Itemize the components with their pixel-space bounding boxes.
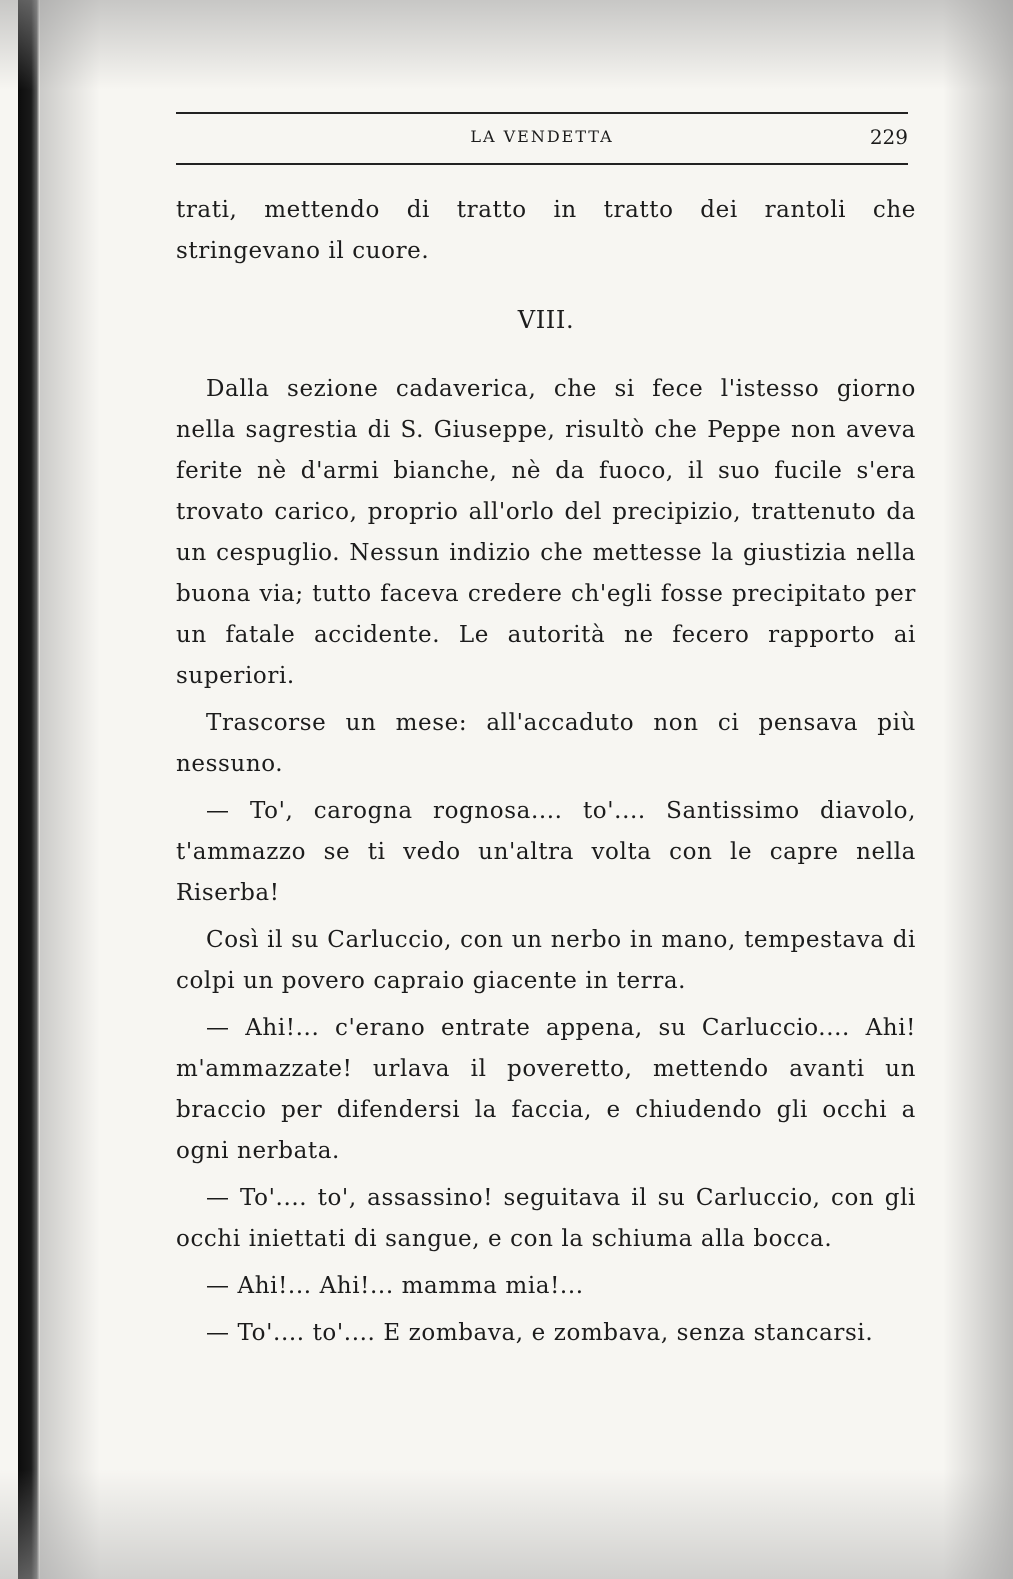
header-rule-top [176, 112, 908, 114]
page-edge-shading-bottom [0, 1469, 1013, 1579]
carryover-paragraph: trati, mettendo di tratto in tratto dei rantoli che stringevano il cuore. [176, 197, 916, 264]
book-spine-shadow [18, 0, 40, 1579]
chapter-heading: VIII. [517, 306, 575, 334]
page-body [176, 190, 916, 1354]
page-edge-shading-left [40, 0, 100, 1579]
page-number: 229 [869, 125, 908, 149]
running-head: LA VENDETTA [470, 127, 614, 146]
paragraph-1: Dalla sezione cadaverica, che si fece l'istesso giorno nella sagrestia di S. Giuseppe, risultò che Peppe non aveva ferite nè d'armi bianche, nè da fuoco, il suo fucile s'era trovato carico, proprio all'orlo del precipizio, trattenuto da un cespuglio. Nessun indizio che mettesse la giustizia nella buona via; tutto faceva credere ch'egli fosse precipitato per un fatale accidente. Le autorità ne fecero rapporto ai superiori. [176, 376, 916, 689]
page-edge-shading-top [0, 0, 1013, 90]
paragraph-2: Trascorse un mese: all'accaduto non ci pensava più nessuno. [176, 710, 916, 777]
page-edge-shading-right [943, 0, 1013, 1579]
paragraph-4: Così il su Carluccio, con un nerbo in mano, tempestava di colpi un povero capraio giacente in terra. [176, 927, 916, 994]
paragraph-6: — To'.... to', assassino! seguitava il su Carluccio, con gli occhi iniettati di sangue, e con la schiuma alla bocca. [176, 1185, 916, 1252]
paragraph-5: — Ahi!... c'erano entrate appena, su Carluccio.... Ahi! m'ammazzate! urlava il poveretto, mettendo avanti un braccio per difendersi la faccia, e chiudendo gli occhi a ogni nerbata. [176, 1015, 916, 1164]
paragraph-3: — To', carogna rognosa.... to'.... Santissimo diavolo, t'ammazzo se ti vedo un'altra volta con le capre nella Riserba! [176, 798, 916, 906]
paragraph-8: — To'.... to'.... E zombava, e zombava, senza stancarsi. [206, 1320, 874, 1346]
header-rule-bottom [176, 163, 908, 165]
paragraph-7: — Ahi!... Ahi!... mamma mia!... [206, 1273, 584, 1299]
